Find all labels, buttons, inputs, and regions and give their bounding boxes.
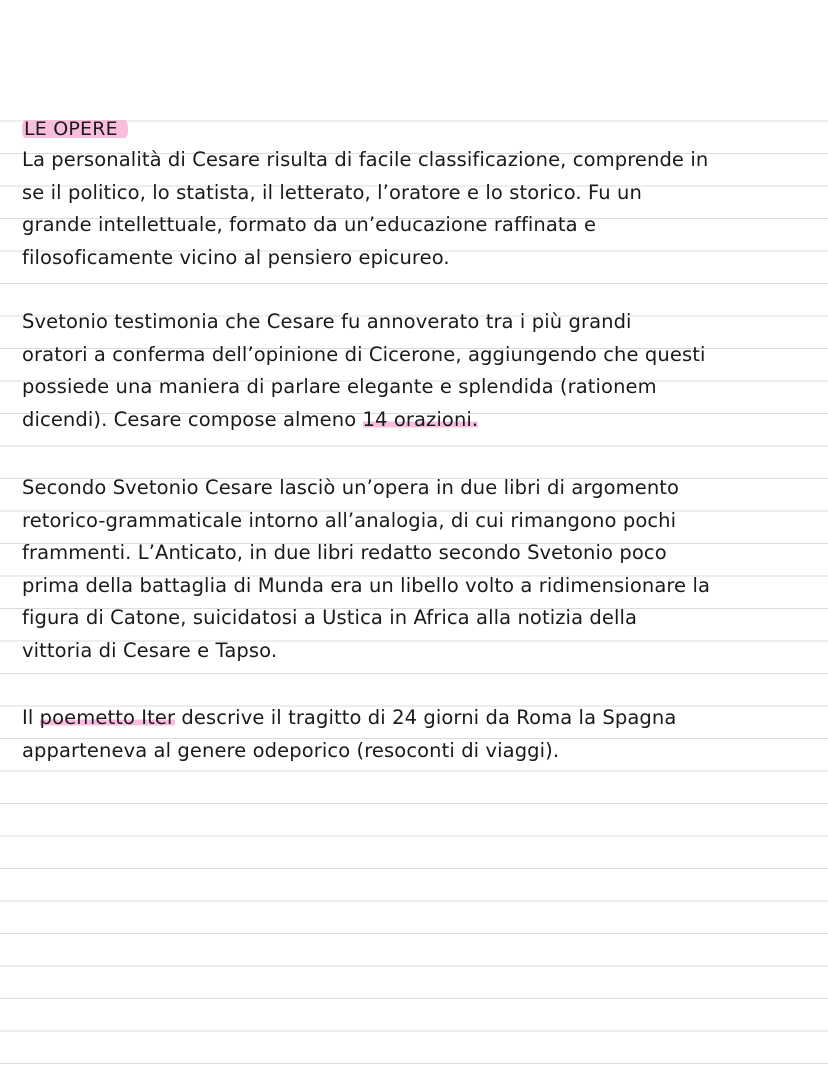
text-line: filosoficamente vicino al pensiero epicureo.	[22, 245, 450, 269]
paragraph-iter	[22, 702, 812, 767]
text-line: possiede una maniera di parlare elegante e splendida (rationem	[22, 375, 657, 398]
text-line-prefix: dicendi). Cesare compose almeno	[22, 407, 363, 431]
text-line	[22, 404, 812, 437]
paragraph-oratory	[22, 306, 812, 436]
text-line: se il politico, lo statista, il letterato, l’oratore e lo storico. Fu un	[22, 180, 642, 204]
text-line: oratori a conferma dell’opinione di Cicerone, aggiungendo che questi	[22, 342, 706, 366]
text-line-suffix: descrive il tragitto di 24 giorni da Roma la Spagna	[175, 706, 677, 729]
text-line: prima della battaglia di Munda era un libello volto a ridimensionare la	[22, 573, 711, 597]
text-line	[22, 702, 812, 735]
text-line-prefix: Il	[22, 706, 40, 729]
text-line: figura di Catone, suicidatosi a Ustica in Africa alla notizia della	[22, 606, 638, 629]
text-line: retorico-grammaticale intorno all’analogia, di cui rimangono pochi	[22, 508, 677, 532]
text-line: grande intellettuale, formato da un’educazione raffinata e	[22, 213, 597, 236]
text-line: apparteneva al genere odeporico (resoconti di viaggi).	[22, 738, 560, 762]
text-line: La personalità di Cesare risulta di facile classificazione, comprende in	[22, 148, 709, 171]
text-line: frammenti. L’Anticato, in due libri redatto secondo Svetonio poco	[22, 541, 667, 564]
text-line: vittoria di Cesare e Tapso.	[22, 638, 278, 662]
paragraph-personality	[22, 144, 812, 274]
text-line: Svetonio testimonia che Cesare fu annoverato tra i più grandi	[22, 310, 632, 333]
section-heading: LE OPERE	[22, 115, 128, 143]
paragraph-works	[22, 472, 812, 667]
highlighted-phrase: 14 orazioni.	[362, 407, 479, 431]
text-line: Secondo Svetonio Cesare lasciò un’opera in due libri di argomento	[22, 476, 680, 499]
highlighted-phrase: poemetto Iter	[39, 706, 176, 729]
